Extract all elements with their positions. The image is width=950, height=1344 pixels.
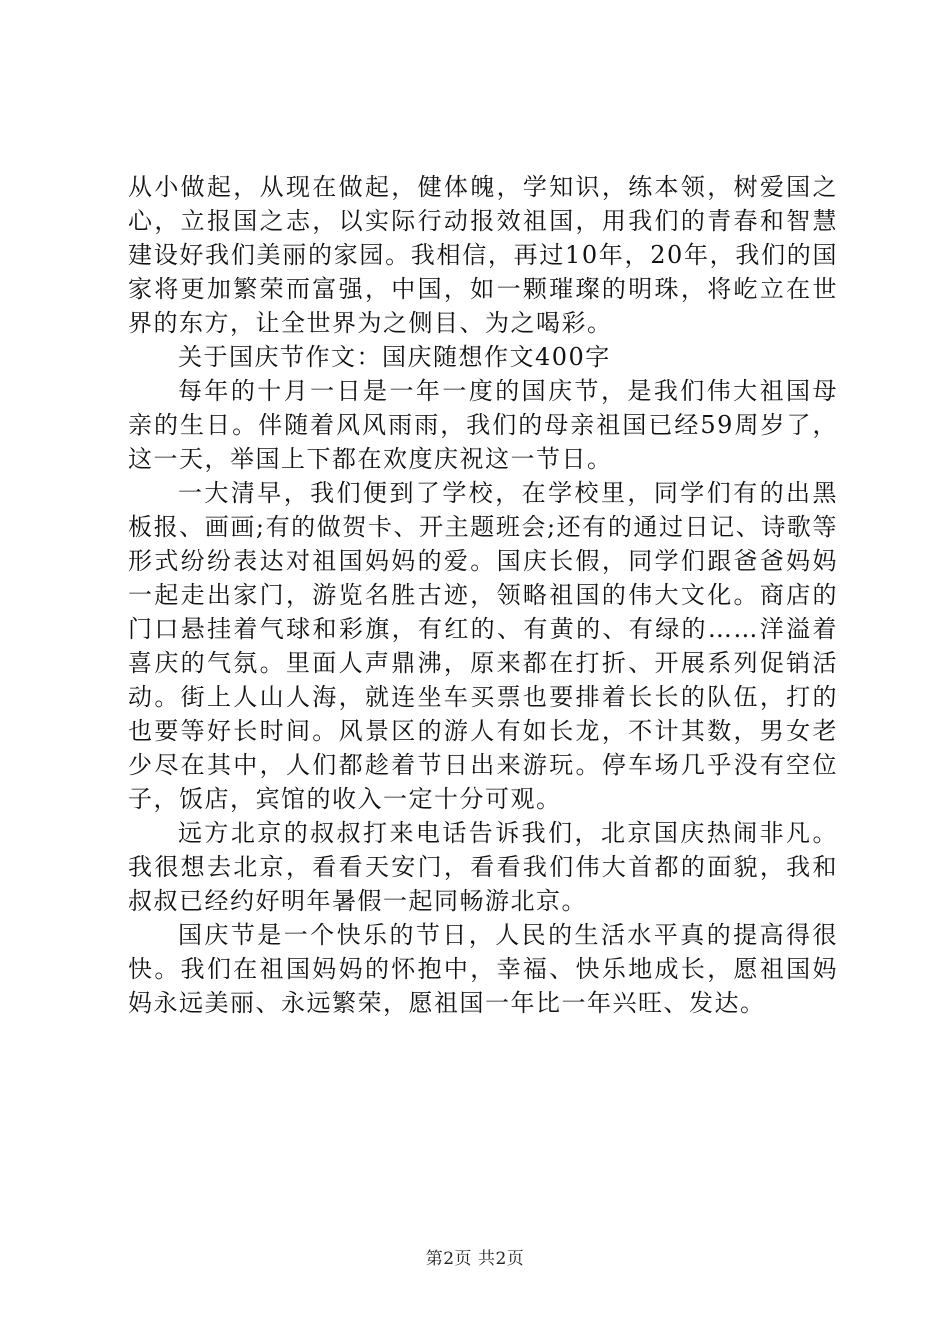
- paragraph-4: 远方北京的叔叔打来电话告诉我们，北京国庆热闹非凡。我很想去北京，看看天安门，看看我们伟大首都的面貌，我和叔叔已经约好明年暑假一起同畅游北京。: [128, 819, 838, 915]
- paragraph-5: 国庆节是一个快乐的节日，人民的生活水平真的提高得很快。我们在祖国妈妈的怀抱中，幸福、快乐地成长，愿祖国妈妈永远美丽、永远繁荣，愿祖国一年比一年兴旺、发达。: [128, 921, 838, 1017]
- paragraph-2: 每年的十月一日是一年一度的国庆节，是我们伟大祖国母亲的生日。伴随着风风雨雨，我们的母亲祖国已经59周岁了，这一天，举国上下都在欢度庆祝这一节日。: [128, 377, 838, 473]
- page-number-footer: 第2页 共2页: [425, 1249, 525, 1269]
- paragraph-3: 一大清早，我们便到了学校，在学校里，同学们有的出黑板报、画画;有的做贺卡、开主题班会;还有的通过日记、诗歌等形式纷纷表达对祖国妈妈的爱。国庆长假，同学们跟爸爸妈妈一起走出家门，游览名胜古迹，领略祖国的伟大文化。商店的门口悬挂着气球和彩旗，有红的、有黄的、有绿的……洋溢着喜庆的气氛。里面人声鼎沸，原来都在打折、开展系列促销活动。街上人山人海，就连坐车买票也要排着长长的队伍，打的也要等好长时间。风景区的游人有如长龙，不计其数，男女老少尽在其中，人们都趁着节日出来游玩。停车场几乎没有空位子，饭店，宾馆的收入一定十分可观。: [128, 479, 838, 813]
- section-heading: 关于国庆节作文：国庆随想作文400字: [178, 343, 611, 371]
- paragraph-1: 从小做起，从现在做起，健体魄，学知识，练本领，树爱国之心，立报国之志，以实际行动报效祖国，用我们的青春和智慧建设好我们美丽的家园。我相信，再过10年，20年，我们的国家将更加繁荣而富强，中国，如一颗璀璨的明珠，将屹立在世界的东方，让全世界为之侧目、为之喝彩。: [128, 173, 838, 337]
- document-body: [128, 170, 838, 1020]
